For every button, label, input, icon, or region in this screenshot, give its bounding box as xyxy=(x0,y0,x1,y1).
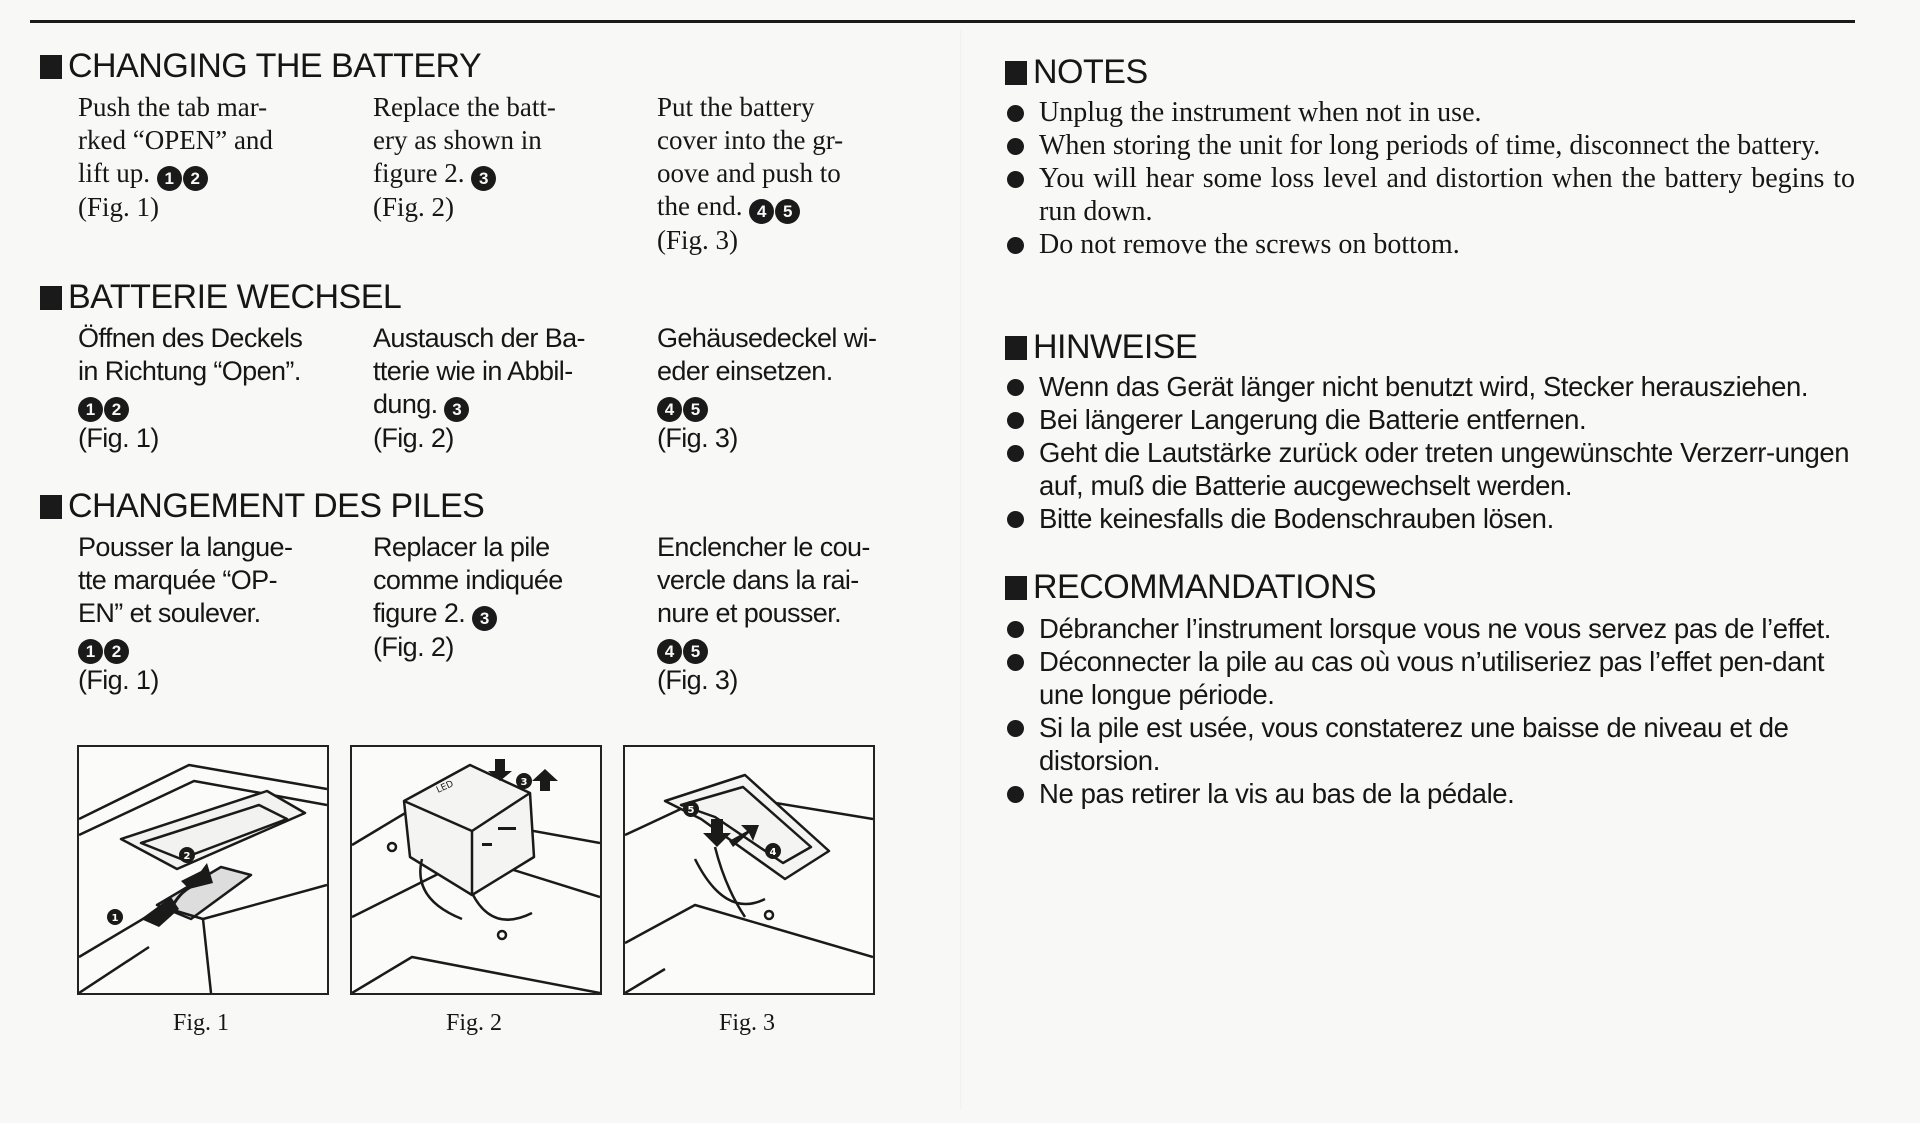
text-line: in Richtung “Open”. xyxy=(78,356,301,386)
fig-ref: (Fig. 2) xyxy=(373,632,454,662)
fig-ref: (Fig. 3) xyxy=(657,423,738,453)
callout-4: 4 xyxy=(769,847,777,858)
fig-ref: (Fig. 1) xyxy=(78,192,159,222)
fr-step-3 xyxy=(657,531,907,697)
figure-3-illustration xyxy=(623,745,875,995)
step-number-2-icon: 2 xyxy=(183,166,208,191)
step-number-5-icon: 5 xyxy=(775,199,800,224)
page-fold xyxy=(960,30,962,1110)
bullet-icon xyxy=(1007,237,1024,254)
text-line: Austausch der Ba- xyxy=(373,323,585,353)
heading-notes xyxy=(1005,53,1148,92)
bullet-icon xyxy=(1007,138,1024,155)
text-line: tte marquée “OP- xyxy=(78,565,277,595)
battery-cover-close-illustration xyxy=(625,747,873,993)
battery-cover-tab-illustration xyxy=(79,747,327,993)
callout-1: 1 xyxy=(111,913,119,924)
text-line: cover into the gr- xyxy=(657,125,844,155)
list-item: Débrancher l’instrument lorsque vous ne vous servez pas de l’effet. xyxy=(1005,612,1855,645)
text-line: Gehäusedeckel wi- xyxy=(657,323,877,353)
text-line: Öffnen des Deckels xyxy=(78,323,303,353)
list-item: Unplug the instrument when not in use. xyxy=(1005,96,1855,129)
callout-5: 5 xyxy=(687,805,695,816)
figure-1-caption: Fig. 1 xyxy=(172,1010,229,1036)
heading-text: CHANGING THE BATTERY xyxy=(68,47,482,85)
square-bullet-icon xyxy=(40,286,62,310)
square-bullet-icon xyxy=(1005,576,1027,600)
step-numbers xyxy=(657,388,907,422)
step-numbers xyxy=(78,388,328,422)
bullet-icon xyxy=(1007,511,1024,528)
figure-3-caption: Fig. 3 xyxy=(718,1010,775,1036)
bullet-icon xyxy=(1007,171,1024,188)
bullet-icon xyxy=(1007,654,1024,671)
en-step-2 xyxy=(373,91,623,224)
callout-3: 3 xyxy=(520,777,528,788)
de-step-1 xyxy=(78,322,328,455)
en-step-1 xyxy=(78,91,328,224)
fig-ref: (Fig. 3) xyxy=(657,665,738,695)
text-line: eder einsetzen. xyxy=(657,356,833,386)
heading-changing-battery xyxy=(40,47,481,86)
bullet-icon xyxy=(1007,379,1024,396)
battery-label: LED xyxy=(435,779,456,796)
text-line: tterie wie in Abbil- xyxy=(373,356,573,386)
bullet-icon xyxy=(1007,621,1024,638)
list-item: Bei längerer Langerung die Batterie entfernen. xyxy=(1005,403,1855,436)
list-item: Ne pas retirer la vis au bas de la pédale. xyxy=(1005,777,1855,810)
text-line: Replace the batt- xyxy=(373,92,556,122)
step-number-2-icon: 2 xyxy=(104,639,129,664)
heading-hinweise xyxy=(1005,328,1197,367)
figure-2-caption: Fig. 2 xyxy=(445,1010,502,1036)
heading-batterie-wechsel xyxy=(40,278,401,317)
de-step-2 xyxy=(373,322,623,455)
fr-step-2 xyxy=(373,531,623,664)
step-numbers xyxy=(657,630,907,664)
step-number-4-icon: 4 xyxy=(749,199,774,224)
text-line: rked “OPEN” and xyxy=(78,125,273,155)
bullet-icon xyxy=(1007,786,1024,803)
text-line: figure 2. 3 xyxy=(373,597,623,631)
fr-step-1 xyxy=(78,531,328,697)
de-step-3 xyxy=(657,322,907,455)
list-item: Do not remove the screws on bottom. xyxy=(1005,228,1855,261)
text-line: vercle dans la rai- xyxy=(657,565,859,595)
recommandations-list xyxy=(1005,612,1855,810)
step-number-3-icon: 3 xyxy=(471,166,496,191)
text-line: dung. 3 xyxy=(373,388,623,422)
list-item: Bitte keinesfalls die Bodenschrauben lösen. xyxy=(1005,502,1855,535)
heading-recommandations xyxy=(1005,568,1376,607)
step-number-3-icon: 3 xyxy=(444,397,469,422)
list-item: Wenn das Gerät länger nicht benutzt wird, Stecker herausziehen. xyxy=(1005,370,1855,403)
text-line: the end. 4 5 xyxy=(657,190,907,224)
heading-text: NOTES xyxy=(1033,53,1148,91)
fig-ref: (Fig. 1) xyxy=(78,665,159,695)
step-number-5-icon: 5 xyxy=(683,639,708,664)
list-item: You will hear some loss level and distortion when the battery begins to run down. xyxy=(1005,162,1855,228)
text-line: nure et pousser. xyxy=(657,598,842,628)
heading-text: RECOMMANDATIONS xyxy=(1033,568,1377,606)
text-line: EN” et soulever. xyxy=(78,598,261,628)
en-step-3 xyxy=(657,91,907,257)
square-bullet-icon xyxy=(1005,336,1027,360)
list-item: Déconnecter la pile au cas où vous n’utiliseriez pas l’effet pen-dant une longue période. xyxy=(1005,645,1855,711)
fig-ref: (Fig. 2) xyxy=(373,192,454,222)
list-item: Si la pile est usée, vous constaterez une baisse de niveau et de distorsion. xyxy=(1005,711,1855,777)
step-number-4-icon: 4 xyxy=(657,397,682,422)
text-line: ery as shown in xyxy=(373,125,542,155)
text-line: comme indiquée xyxy=(373,565,563,595)
bullet-icon xyxy=(1007,720,1024,737)
battery-insertion-illustration xyxy=(352,747,600,993)
step-number-1-icon: 1 xyxy=(157,166,182,191)
step-number-1-icon: 1 xyxy=(78,639,103,664)
heading-text: CHANGEMENT DES PILES xyxy=(68,487,485,525)
fig-ref: (Fig. 2) xyxy=(373,423,454,453)
step-numbers xyxy=(78,630,328,664)
text-line: oove and push to xyxy=(657,158,841,188)
heading-changement-piles xyxy=(40,487,484,526)
text-line: Put the battery xyxy=(657,92,815,122)
heading-text: BATTERIE WECHSEL xyxy=(68,278,402,316)
heading-text: HINWEISE xyxy=(1033,328,1198,366)
bullet-icon xyxy=(1007,105,1024,122)
fig-ref: (Fig. 3) xyxy=(657,225,738,255)
step-number-3-icon: 3 xyxy=(472,606,497,631)
text-line: lift up. 1 2 xyxy=(78,157,328,191)
bullet-icon xyxy=(1007,445,1024,462)
bullet-icon xyxy=(1007,412,1024,429)
figure-1-illustration xyxy=(77,745,329,995)
text-line: Replacer la pile xyxy=(373,532,550,562)
text-line: figure 2. 3 xyxy=(373,157,623,191)
text-line: Pousser la langue- xyxy=(78,532,293,562)
hinweise-list xyxy=(1005,370,1855,535)
text-line: Push the tab mar- xyxy=(78,92,268,122)
notes-list xyxy=(1005,96,1855,261)
list-item: Geht die Lautstärke zurück oder treten ungewünschte Verzerr-ungen auf, muß die Batterie aucgewechselt werden. xyxy=(1005,436,1855,502)
figure-2-illustration xyxy=(350,745,602,995)
callout-2: 2 xyxy=(183,851,191,862)
square-bullet-icon xyxy=(40,55,62,79)
step-number-4-icon: 4 xyxy=(657,639,682,664)
list-item: When storing the unit for long periods of time, disconnect the battery. xyxy=(1005,129,1855,162)
text-line: Enclencher le cou- xyxy=(657,532,870,562)
square-bullet-icon xyxy=(40,495,62,519)
top-rule xyxy=(30,20,1855,23)
fig-ref: (Fig. 1) xyxy=(78,423,159,453)
square-bullet-icon xyxy=(1005,61,1027,85)
step-number-5-icon: 5 xyxy=(683,397,708,422)
step-number-1-icon: 1 xyxy=(78,397,103,422)
step-number-2-icon: 2 xyxy=(104,397,129,422)
